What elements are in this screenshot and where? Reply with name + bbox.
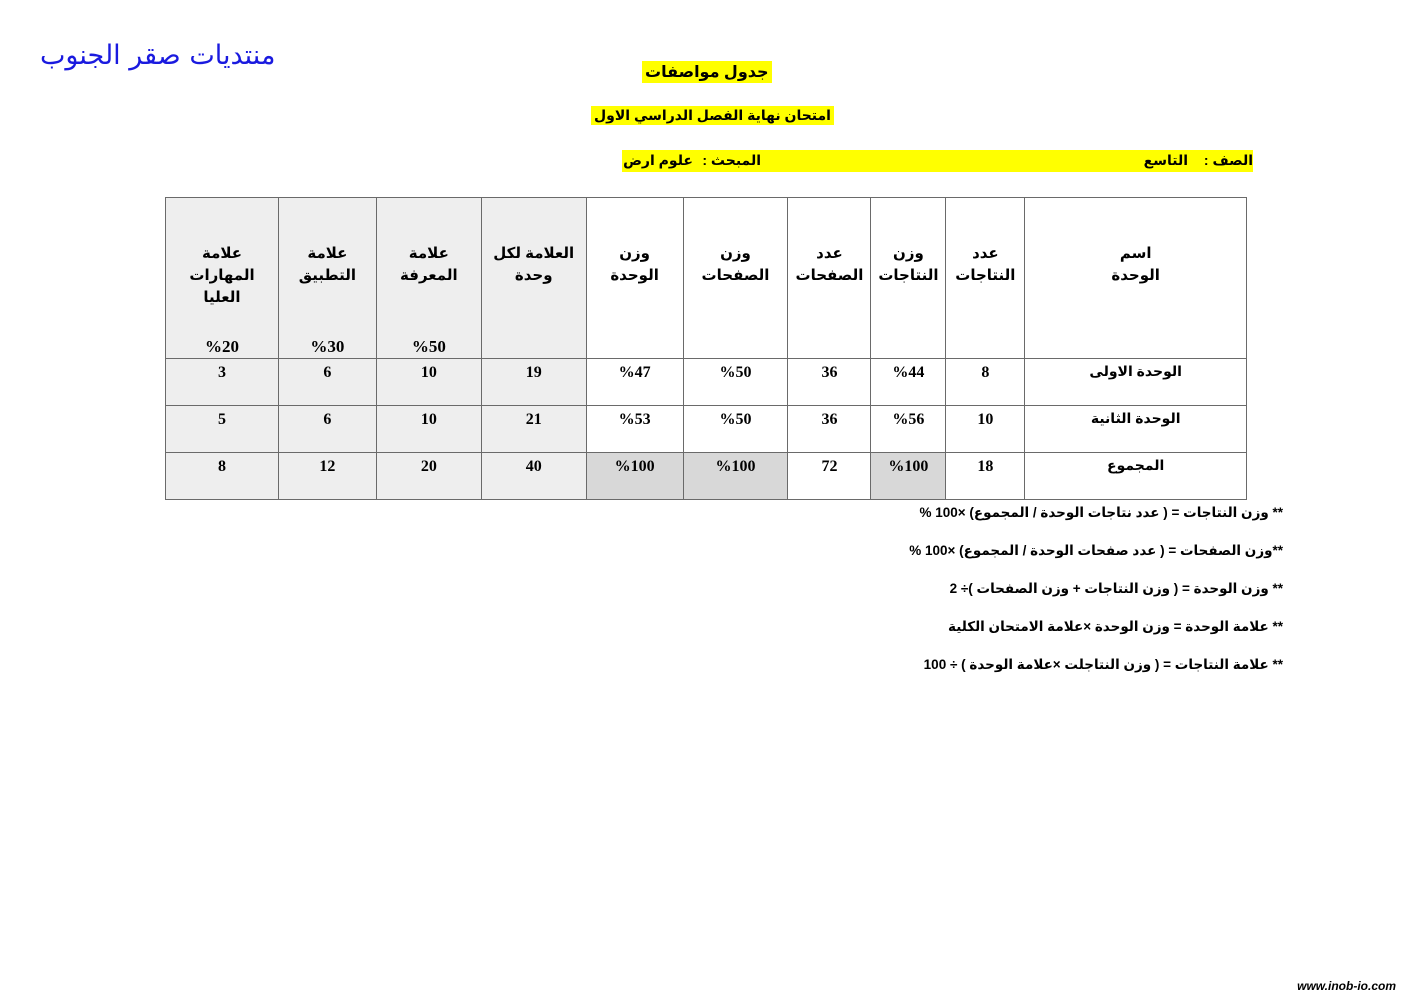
table-cell: 5 bbox=[166, 406, 279, 453]
formula-note: ** علامة الوحدة = وزن الوحدة ×علامة الامتحان الكلية bbox=[948, 619, 1283, 634]
table-cell: 21 bbox=[481, 406, 586, 453]
table-row-total bbox=[166, 453, 1247, 500]
table-cell: المجموع bbox=[1025, 453, 1247, 500]
header-row bbox=[166, 198, 1247, 359]
table-cell: 10 bbox=[946, 406, 1025, 453]
table-cell: 8 bbox=[946, 359, 1025, 406]
forum-brand: منتديات صقر الجنوب bbox=[40, 40, 276, 71]
table-cell: الوحدة الثانية bbox=[1025, 406, 1247, 453]
header-pages-count: عدد الصفحات bbox=[788, 198, 871, 359]
table-cell: %47 bbox=[586, 359, 683, 406]
exam-subtitle: امتحان نهاية الفصل الدراسي الاول bbox=[591, 106, 834, 125]
table-cell: %50 bbox=[683, 359, 788, 406]
meta-bar bbox=[622, 150, 1253, 172]
formula-note: **وزن الصفحات = ( عدد صفحات الوحدة / المجموع) ×100 % bbox=[909, 543, 1283, 558]
table-cell: %44 bbox=[871, 359, 946, 406]
table-cell: %56 bbox=[871, 406, 946, 453]
subject-value: علوم ارض bbox=[623, 152, 693, 168]
table-cell: 8 bbox=[166, 453, 279, 500]
table-cell: %100 bbox=[871, 453, 946, 500]
header-unit-weight: وزن الوحدة bbox=[586, 198, 683, 359]
table-cell: %50 bbox=[683, 406, 788, 453]
table-cell: 6 bbox=[278, 406, 376, 453]
header-unit-mark: العلامة لكل وحدة bbox=[481, 198, 586, 359]
table-cell: 19 bbox=[481, 359, 586, 406]
spec-table bbox=[165, 197, 1247, 500]
header-outcomes-weight: وزن النتاجات bbox=[871, 198, 946, 359]
table-cell: %100 bbox=[586, 453, 683, 500]
higher-skills-percent: %20 bbox=[204, 337, 239, 356]
formula-note: ** وزن الوحدة = ( وزن النتاجات + وزن الصفحات )÷ 2 bbox=[949, 581, 1283, 596]
table-cell: 18 bbox=[946, 453, 1025, 500]
table-cell: 6 bbox=[278, 359, 376, 406]
header-application-mark: علامة التطبيق %30 bbox=[278, 198, 376, 359]
grade-label: الصف : bbox=[1203, 152, 1253, 168]
table-cell: 36 bbox=[788, 406, 871, 453]
table-cell: %53 bbox=[586, 406, 683, 453]
subject-label: المبحث : bbox=[702, 152, 761, 168]
table-row bbox=[166, 359, 1247, 406]
table-cell: 40 bbox=[481, 453, 586, 500]
header-pages-weight: وزن الصفحات bbox=[683, 198, 788, 359]
table-cell: 12 bbox=[278, 453, 376, 500]
table-cell: 20 bbox=[376, 453, 481, 500]
formula-note: ** علامة النتاجات = ( وزن النتاجلت ×علامة الوحدة ) ÷ 100 bbox=[923, 657, 1283, 672]
table-cell: 10 bbox=[376, 406, 481, 453]
formula-notes bbox=[909, 504, 1283, 694]
table-cell: 10 bbox=[376, 359, 481, 406]
page-title: جدول مواصفات bbox=[642, 61, 772, 83]
table-row bbox=[166, 406, 1247, 453]
table-cell: 3 bbox=[166, 359, 279, 406]
application-percent: %30 bbox=[310, 337, 345, 356]
table-cell: الوحدة الاولى bbox=[1025, 359, 1247, 406]
header-outcomes-count: عدد النتاجات bbox=[946, 198, 1025, 359]
grade-value: التاسع bbox=[1143, 152, 1188, 168]
header-higher-skills-mark: علامة المهارات العليا %20 bbox=[166, 198, 279, 359]
knowledge-percent: %50 bbox=[411, 337, 446, 356]
footer-url: www.inob-io.com bbox=[1297, 979, 1396, 993]
table-cell: %100 bbox=[683, 453, 788, 500]
table-cell: 36 bbox=[788, 359, 871, 406]
header-knowledge-mark: علامة المعرفة %50 bbox=[376, 198, 481, 359]
header-unit-name: اسم الوحدة bbox=[1025, 198, 1247, 359]
formula-note: ** وزن النتاجات = ( عدد نتاجات الوحدة / المجموع) ×100 % bbox=[919, 505, 1283, 520]
table-cell: 72 bbox=[788, 453, 871, 500]
